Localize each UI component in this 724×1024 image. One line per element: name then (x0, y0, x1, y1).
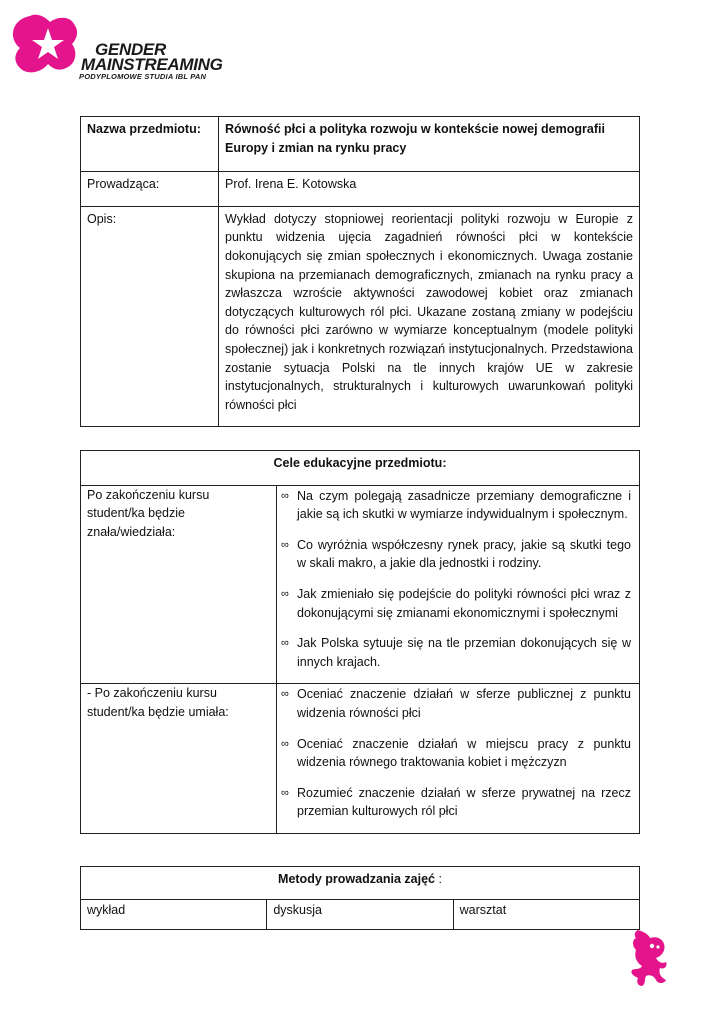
knowledge-item-text: Jak Polska sytuuje się na tle przemian dokonujących się w innych krajach. (297, 636, 631, 669)
methods-title-suffix: : (435, 872, 442, 886)
skills-item-text: Oceniać znaczenie działań w miejscu pracy z punktu widzenia równego traktowania kobiet i mężczyzn (297, 736, 631, 770)
list-item (281, 784, 631, 821)
list-item (281, 685, 631, 722)
skills-row (81, 684, 640, 834)
methods-table (80, 866, 640, 930)
infinity-bullet-icon: ∞ (281, 688, 289, 701)
lecturer-label: Prowadząca: (81, 172, 219, 207)
lecturer-value: Prof. Irena E. Kotowska (219, 172, 640, 207)
course-name-value: Równość płci a polityka rozwoju w kontekście nowej demografii Europy i zmian na rynku pracy (219, 117, 640, 172)
infinity-bullet-icon: ∞ (281, 587, 289, 600)
description-label: Opis: (81, 206, 219, 427)
skills-list (277, 684, 640, 834)
skills-item-text: Oceniać znaczenie działań w sferze publicznej z punktu widzenia równości płci (297, 687, 631, 720)
knowledge-label: Po zakończeniu kursu student/ka będzie znała/wiedziała: (81, 485, 277, 684)
knowledge-item-text: Na czym polegają zasadnicze przemiany demograficzne i jakie są ich skutki w wymiarze indywidualnym i społecznym. (297, 488, 631, 522)
method-lecture: wykład (81, 899, 267, 930)
infinity-bullet-icon: ∞ (281, 737, 289, 750)
logo-line-1: GENDER (95, 40, 166, 59)
list-item (281, 634, 631, 671)
course-name-label: Nazwa przedmiotu: (81, 117, 219, 172)
description-row (81, 206, 640, 427)
knowledge-item-text: Jak zmieniało się podejście do polityki równości płci wraz z dokonującymi się zmianami ekonomicznymi i społecznymi (297, 586, 631, 620)
logo-text (79, 40, 223, 82)
methods-title (81, 867, 640, 900)
goals-title: Cele edukacyjne przedmiotu: (81, 451, 640, 486)
course-name-row (81, 117, 640, 172)
description-value: Wykład dotyczy stopniowej reorientacji polityki rozwoju w Europie z punktu widzenia ujęcia zagadnień równości płci w kontekście dokonujących się zmian społecznych i ekonomicznych. Uwaga zostanie skupiona na przemianach demograficznych, zmianach na rynku pracy a zwłaszcza wzroście aktywności zawodowej kobiet oraz zmianach dotyczących kulturowych ról płci. Ukazane zostaną zmiany w podejściu do równości płci zarówno w wymiarze konceptualnym (modele polityki społecznej) jak i konkretnych rozwiązań instytucjonalnych. Przedstawiona zostanie sytuacja Polski na tle innych krajów UE w zakresie instytucjonalnych, strukturalnych i kulturowych uwarunkowań polityki równości płci (219, 206, 640, 427)
skills-label: - Po zakończeniu kursu student/ka będzie umiała: (81, 684, 277, 834)
mascot-icon (626, 928, 672, 988)
skills-item-text: Rozumieć znaczenie działań w sferze prywatnej na rzecz przemian kulturowych ról płci (297, 785, 631, 819)
list-item (281, 735, 631, 772)
infinity-bullet-icon: ∞ (281, 786, 289, 799)
logo-line-2: MAINSTREAMING (81, 55, 223, 74)
logo-line-3: PODYPLOMOWE STUDIA IBL PAN (79, 72, 207, 81)
infinity-bullet-icon: ∞ (281, 489, 289, 502)
list-item (281, 536, 631, 573)
knowledge-list (277, 485, 640, 684)
infinity-bullet-icon: ∞ (281, 538, 289, 551)
method-workshop: warsztat (453, 899, 639, 930)
knowledge-item-text: Co wyróżnia współczesny rynek pracy, jakie są skutki tego w skali makro, a jakie dla jednostki i rodziny. (297, 537, 631, 571)
lecturer-row (81, 172, 640, 207)
course-info-table (80, 116, 640, 427)
list-item (281, 585, 631, 622)
logo (8, 10, 223, 81)
infinity-bullet-icon: ∞ (281, 637, 289, 650)
logo-mark-icon (8, 10, 88, 80)
list-item (281, 487, 631, 524)
method-discussion: dyskusja (267, 899, 453, 930)
methods-row (81, 899, 640, 930)
goals-table (80, 450, 640, 834)
methods-title-text: Metody prowadzania zajęć (278, 872, 436, 886)
knowledge-row (81, 485, 640, 684)
